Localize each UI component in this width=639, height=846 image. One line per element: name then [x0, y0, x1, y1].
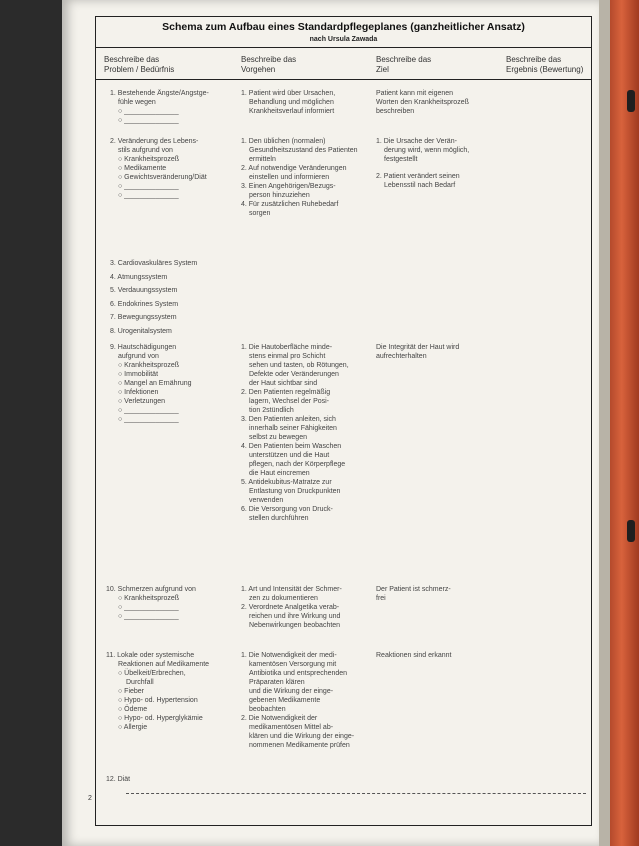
systems-list: [110, 257, 250, 338]
section12-problem: 12. Diät: [106, 776, 131, 783]
section2-ziel: 1. Die Ursache der Verän- derung wird, wenn möglich, festgestellt 2. Patient verändert seinen Lebensstil nach Bedarf: [376, 138, 470, 189]
section10-problem: 10. Schmerzen aufgrund von ○ Krankheitsprozeß ○ ______________ ○ ______________: [106, 586, 196, 620]
list-item: 5. Verdauungssystem: [110, 287, 178, 294]
binder-cover: [610, 0, 639, 846]
section2-problem: 2. Veränderung des Lebens- stils aufgrund von ○ Krankheitsprozeß ○ Medikamente ○ Gewichtsveränderung/Diät ○ ______________ ○ ______________: [110, 138, 207, 199]
list-item: 7. Bewegungssystem: [110, 314, 177, 321]
page-number: 2: [88, 795, 92, 802]
header-vorgehen: Beschreibe das Vorgehen: [241, 55, 297, 74]
document-subtitle: nach Ursula Zawada: [309, 36, 378, 43]
list-item: 4. Atmungssystem: [110, 273, 168, 281]
section11-vorgehen: 1. Die Notwendigkeit der medi- kamentösen Versorgung mit Antibiotika und entsprechenden Präparaten klären und die Wirkung der einge- gebenen Medikamente beobachten 2. Die Notwendigkeit der medikamentösen Mittel ab- klären und die Wirkung der einge- nommenen Medikamente prüfen: [241, 652, 355, 749]
header-bottom-line: [96, 79, 591, 80]
section10-ziel: Der Patient ist schmerz- frei: [376, 586, 451, 602]
binder-ring: [627, 520, 635, 542]
section11-ziel: Reaktionen sind erkannt: [376, 652, 452, 659]
header-ergebnis: Beschreibe das Ergebnis (Bewertung): [506, 55, 584, 74]
binder-ring: [627, 90, 635, 112]
header-ziel: Beschreibe das Ziel: [376, 55, 432, 74]
section9-vorgehen: 1. Die Hautoberfläche minde- stens einmal pro Schicht sehen und tasten, ob Rötungen, Defekte oder Veränderungen der Haut sichtbar sind 2. Den Patienten regelmäßig lagern, Wechsel der Posi- tion 2stündlich 3. Den Patienten anleiten, sich innerhalb seiner Fähigkeiten selbst zu bewegen 4. Den Patienten beim Waschen unterstützen und die Haut pflegen, nach der Körperpflege die Haut eincremen 5. Antidekubitus-Matratze zur Entlastung von Druckpunkten verwenden 6. Die Versorgung von Druck- stellen durchführen: [241, 344, 349, 522]
section1-vorgehen: 1. Patient wird über Ursachen, Behandlung und möglichen Krankheitsverlauf informiert: [241, 90, 336, 115]
document-title: Schema zum Aufbau eines Standardpflegeplanes (ganzheitlicher Ansatz): [162, 21, 525, 33]
header-divider: [96, 47, 591, 48]
section1-problem: 1. Bestehende Ängste/Angstge- fühle wegen ○ ______________ ○ ______________: [110, 90, 209, 124]
care-plan-table: [95, 16, 592, 826]
header-problem: Beschreibe das Problem / Bedürfnis: [104, 55, 175, 74]
list-item: 8. Urogenitalsystem: [110, 327, 172, 335]
list-item: 6. Endokrines System: [110, 300, 179, 308]
section9-ziel: Die Integrität der Haut wird aufrechterhalten: [376, 344, 460, 360]
section10-vorgehen: 1. Art und Intensität der Schmer- zen zu dokumentieren 2. Verordnete Analgetika verab- reichen und ihre Wirkung und Nebenwirkungen beobachten: [241, 586, 342, 629]
section1-ziel: Patient kann mit eigenen Worten den Krankheitsprozeß beschreiben: [376, 90, 469, 115]
list-item: 3. Cardiovaskuläres System: [110, 260, 198, 267]
bottom-rule: [126, 793, 586, 794]
section2-vorgehen: 1. Den üblichen (normalen) Gesundheitszustand des Patienten ermitteln 2. Auf notwendige Veränderungen einstellen und informieren 3. Einen Angehörigen/Bezugs- person hinzuziehen 4. Für zusätzlichen Ruhebedarf sorgen: [241, 138, 358, 217]
section11-problem: 11. Lokale oder systemische Reaktionen auf Medikamente ○ Übelkeit/Erbrechen, Durchfall ○ Fieber ○ Hypo- od. Hypertension ○ Ödeme ○ Hypo- od. Hyperglykämie ○ Allergie: [106, 652, 210, 731]
section9-problem: 9. Hautschädigungen aufgrund von ○ Krankheitsprozeß ○ Immobilität ○ Mangel an Ernährung ○ Infektionen ○ Verletzungen ○ ______________ ○ ______________: [110, 344, 192, 423]
